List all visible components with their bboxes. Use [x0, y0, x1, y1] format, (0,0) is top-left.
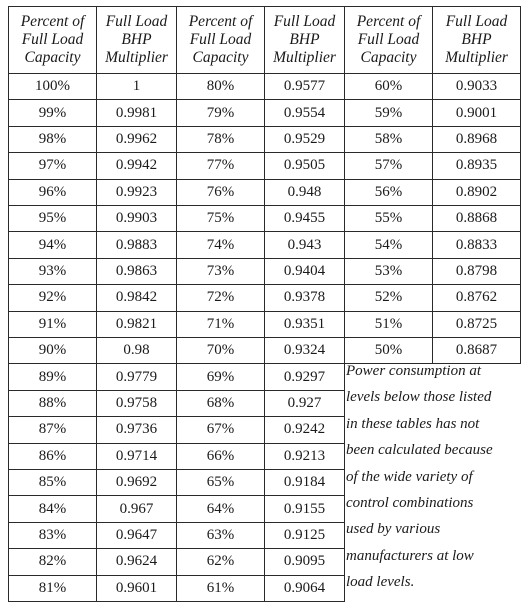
percent-cell: 97%: [8, 152, 97, 179]
percent-cell: 52%: [344, 284, 433, 311]
percent-cell: 92%: [8, 284, 97, 311]
multiplier-cell: 0.9529: [264, 126, 345, 153]
multiplier-cell: 0.9404: [264, 258, 345, 285]
multiplier-cell: 0.9863: [96, 258, 177, 285]
percent-cell: 80%: [176, 73, 265, 100]
multiplier-cell: 0.9736: [96, 416, 177, 443]
multiplier-cell: 0.8902: [432, 179, 521, 206]
multiplier-cell: 0.8798: [432, 258, 521, 285]
percent-cell: 50%: [344, 337, 433, 364]
percent-cell: 69%: [176, 363, 265, 390]
percent-cell: 66%: [176, 443, 265, 470]
percent-cell: 100%: [8, 73, 97, 100]
header-line: Full Load: [105, 12, 168, 30]
multiplier-cell: 0.9378: [264, 284, 345, 311]
percent-cell: 64%: [176, 495, 265, 522]
header-line: BHP: [461, 30, 492, 48]
percent-cell: 77%: [176, 152, 265, 179]
percent-cell: 86%: [8, 443, 97, 470]
note-line: used by various: [346, 521, 441, 538]
multiplier-cell: 0.9601: [96, 575, 177, 602]
percent-cell: 55%: [344, 205, 433, 232]
percent-cell: 63%: [176, 522, 265, 549]
multiplier-cell: 0.9001: [432, 99, 521, 126]
percent-cell: 75%: [176, 205, 265, 232]
percent-cell: 51%: [344, 311, 433, 338]
multiplier-cell: 0.9297: [264, 363, 345, 390]
note-line: in these tables has not: [346, 415, 480, 432]
header-line: Full Load: [357, 30, 420, 48]
multiplier-cell: 0.943: [264, 231, 345, 258]
multiplier-cell: 0.8868: [432, 205, 521, 232]
multiplier-cell: 0.9714: [96, 443, 177, 470]
percent-cell: 73%: [176, 258, 265, 285]
percent-cell: 60%: [344, 73, 433, 100]
note-line: been calculated because: [346, 442, 493, 459]
header-line: BHP: [289, 30, 320, 48]
multiplier-cell: 0.9624: [96, 548, 177, 575]
multiplier-cell: 0.9242: [264, 416, 345, 443]
percent-cell: 62%: [176, 548, 265, 575]
header-percent-capacity: [176, 6, 265, 74]
multiplier-cell: 0.9125: [264, 522, 345, 549]
percent-cell: 82%: [8, 548, 97, 575]
multiplier-cell: 0.9351: [264, 311, 345, 338]
percent-cell: 72%: [176, 284, 265, 311]
multiplier-cell: 0.9903: [96, 205, 177, 232]
multiplier-cell: 0.8687: [432, 337, 521, 364]
percent-cell: 96%: [8, 179, 97, 206]
multiplier-cell: 0.948: [264, 179, 345, 206]
header-line: BHP: [121, 30, 152, 48]
multiplier-cell: 0.927: [264, 390, 345, 417]
header-line: Full Load: [21, 30, 84, 48]
percent-cell: 95%: [8, 205, 97, 232]
percent-cell: 85%: [8, 469, 97, 496]
percent-cell: 91%: [8, 311, 97, 338]
power-consumption-note: [344, 358, 526, 596]
percent-cell: 79%: [176, 99, 265, 126]
header-line: Capacity: [192, 49, 249, 67]
multiplier-cell: 0.8968: [432, 126, 521, 153]
multiplier-cell: 0.8762: [432, 284, 521, 311]
multiplier-cell: 0.9554: [264, 99, 345, 126]
note-line: Power consumption at: [346, 363, 481, 379]
percent-cell: 59%: [344, 99, 433, 126]
multiplier-cell: 0.9033: [432, 73, 521, 100]
percent-cell: 81%: [8, 575, 97, 602]
header-line: Capacity: [360, 49, 417, 67]
percent-cell: 54%: [344, 231, 433, 258]
header-line: Capacity: [24, 49, 81, 67]
percent-cell: 65%: [176, 469, 265, 496]
multiplier-cell: 0.98: [96, 337, 177, 364]
multiplier-cell: 0.9184: [264, 469, 345, 496]
multiplier-cell: 0.9883: [96, 231, 177, 258]
multiplier-cell: 0.9155: [264, 495, 345, 522]
percent-cell: 90%: [8, 337, 97, 364]
percent-cell: 53%: [344, 258, 433, 285]
header-line: Percent of: [188, 12, 253, 30]
multiplier-cell: 0.8935: [432, 152, 521, 179]
percent-cell: 94%: [8, 231, 97, 258]
multiplier-cell: 0.9692: [96, 469, 177, 496]
multiplier-cell: 0.9505: [264, 152, 345, 179]
header-bhp-multiplier: [264, 6, 345, 74]
multiplier-cell: 0.9942: [96, 152, 177, 179]
note-line: of the wide variety of: [346, 468, 473, 485]
multiplier-cell: 0.9064: [264, 575, 345, 602]
multiplier-cell: 0.9923: [96, 179, 177, 206]
header-line: Multiplier: [445, 49, 508, 67]
header-line: Full Load: [445, 12, 508, 30]
percent-cell: 71%: [176, 311, 265, 338]
multiplier-cell: 0.967: [96, 495, 177, 522]
multiplier-cell: 0.9647: [96, 522, 177, 549]
percent-cell: 68%: [176, 390, 265, 417]
percent-cell: 84%: [8, 495, 97, 522]
percent-cell: 89%: [8, 363, 97, 390]
percent-cell: 74%: [176, 231, 265, 258]
percent-cell: 78%: [176, 126, 265, 153]
multiplier-cell: 0.9577: [264, 73, 345, 100]
note-line: control combinations: [346, 495, 474, 512]
header-line: Percent of: [20, 12, 85, 30]
header-bhp-multiplier: [96, 6, 177, 74]
header-line: Multiplier: [273, 49, 336, 67]
multiplier-cell: 0.9213: [264, 443, 345, 470]
multiplier-cell: 0.9455: [264, 205, 345, 232]
percent-cell: 76%: [176, 179, 265, 206]
multiplier-cell: 0.9821: [96, 311, 177, 338]
percent-cell: 57%: [344, 152, 433, 179]
multiplier-cell: 0.9324: [264, 337, 345, 364]
multiplier-cell: 0.9962: [96, 126, 177, 153]
percent-cell: 61%: [176, 575, 265, 602]
header-line: Multiplier: [105, 49, 168, 67]
percent-cell: 70%: [176, 337, 265, 364]
multiplier-cell: 0.9095: [264, 548, 345, 575]
header-line: Full Load: [273, 12, 336, 30]
note-line: load levels.: [346, 574, 415, 591]
percent-cell: 98%: [8, 126, 97, 153]
header-percent-capacity: [344, 6, 433, 74]
percent-cell: 88%: [8, 390, 97, 417]
multiplier-cell: 0.8725: [432, 311, 521, 338]
multiplier-cell: 0.9981: [96, 99, 177, 126]
percent-cell: 87%: [8, 416, 97, 443]
percent-cell: 58%: [344, 126, 433, 153]
header-percent-capacity: [8, 6, 97, 74]
multiplier-cell: 0.8833: [432, 231, 521, 258]
multiplier-cell: 0.9779: [96, 363, 177, 390]
multiplier-cell: 0.9758: [96, 390, 177, 417]
percent-cell: 93%: [8, 258, 97, 285]
multiplier-cell: 1: [96, 73, 177, 100]
note-line: levels below those listed: [346, 389, 492, 406]
percent-cell: 99%: [8, 99, 97, 126]
percent-cell: 83%: [8, 522, 97, 549]
header-line: Percent of: [356, 12, 421, 30]
header-line: Full Load: [189, 30, 252, 48]
percent-cell: 67%: [176, 416, 265, 443]
percent-cell: 56%: [344, 179, 433, 206]
multiplier-cell: 0.9842: [96, 284, 177, 311]
note-line: manufacturers at low: [346, 547, 474, 564]
header-bhp-multiplier: [432, 6, 521, 74]
